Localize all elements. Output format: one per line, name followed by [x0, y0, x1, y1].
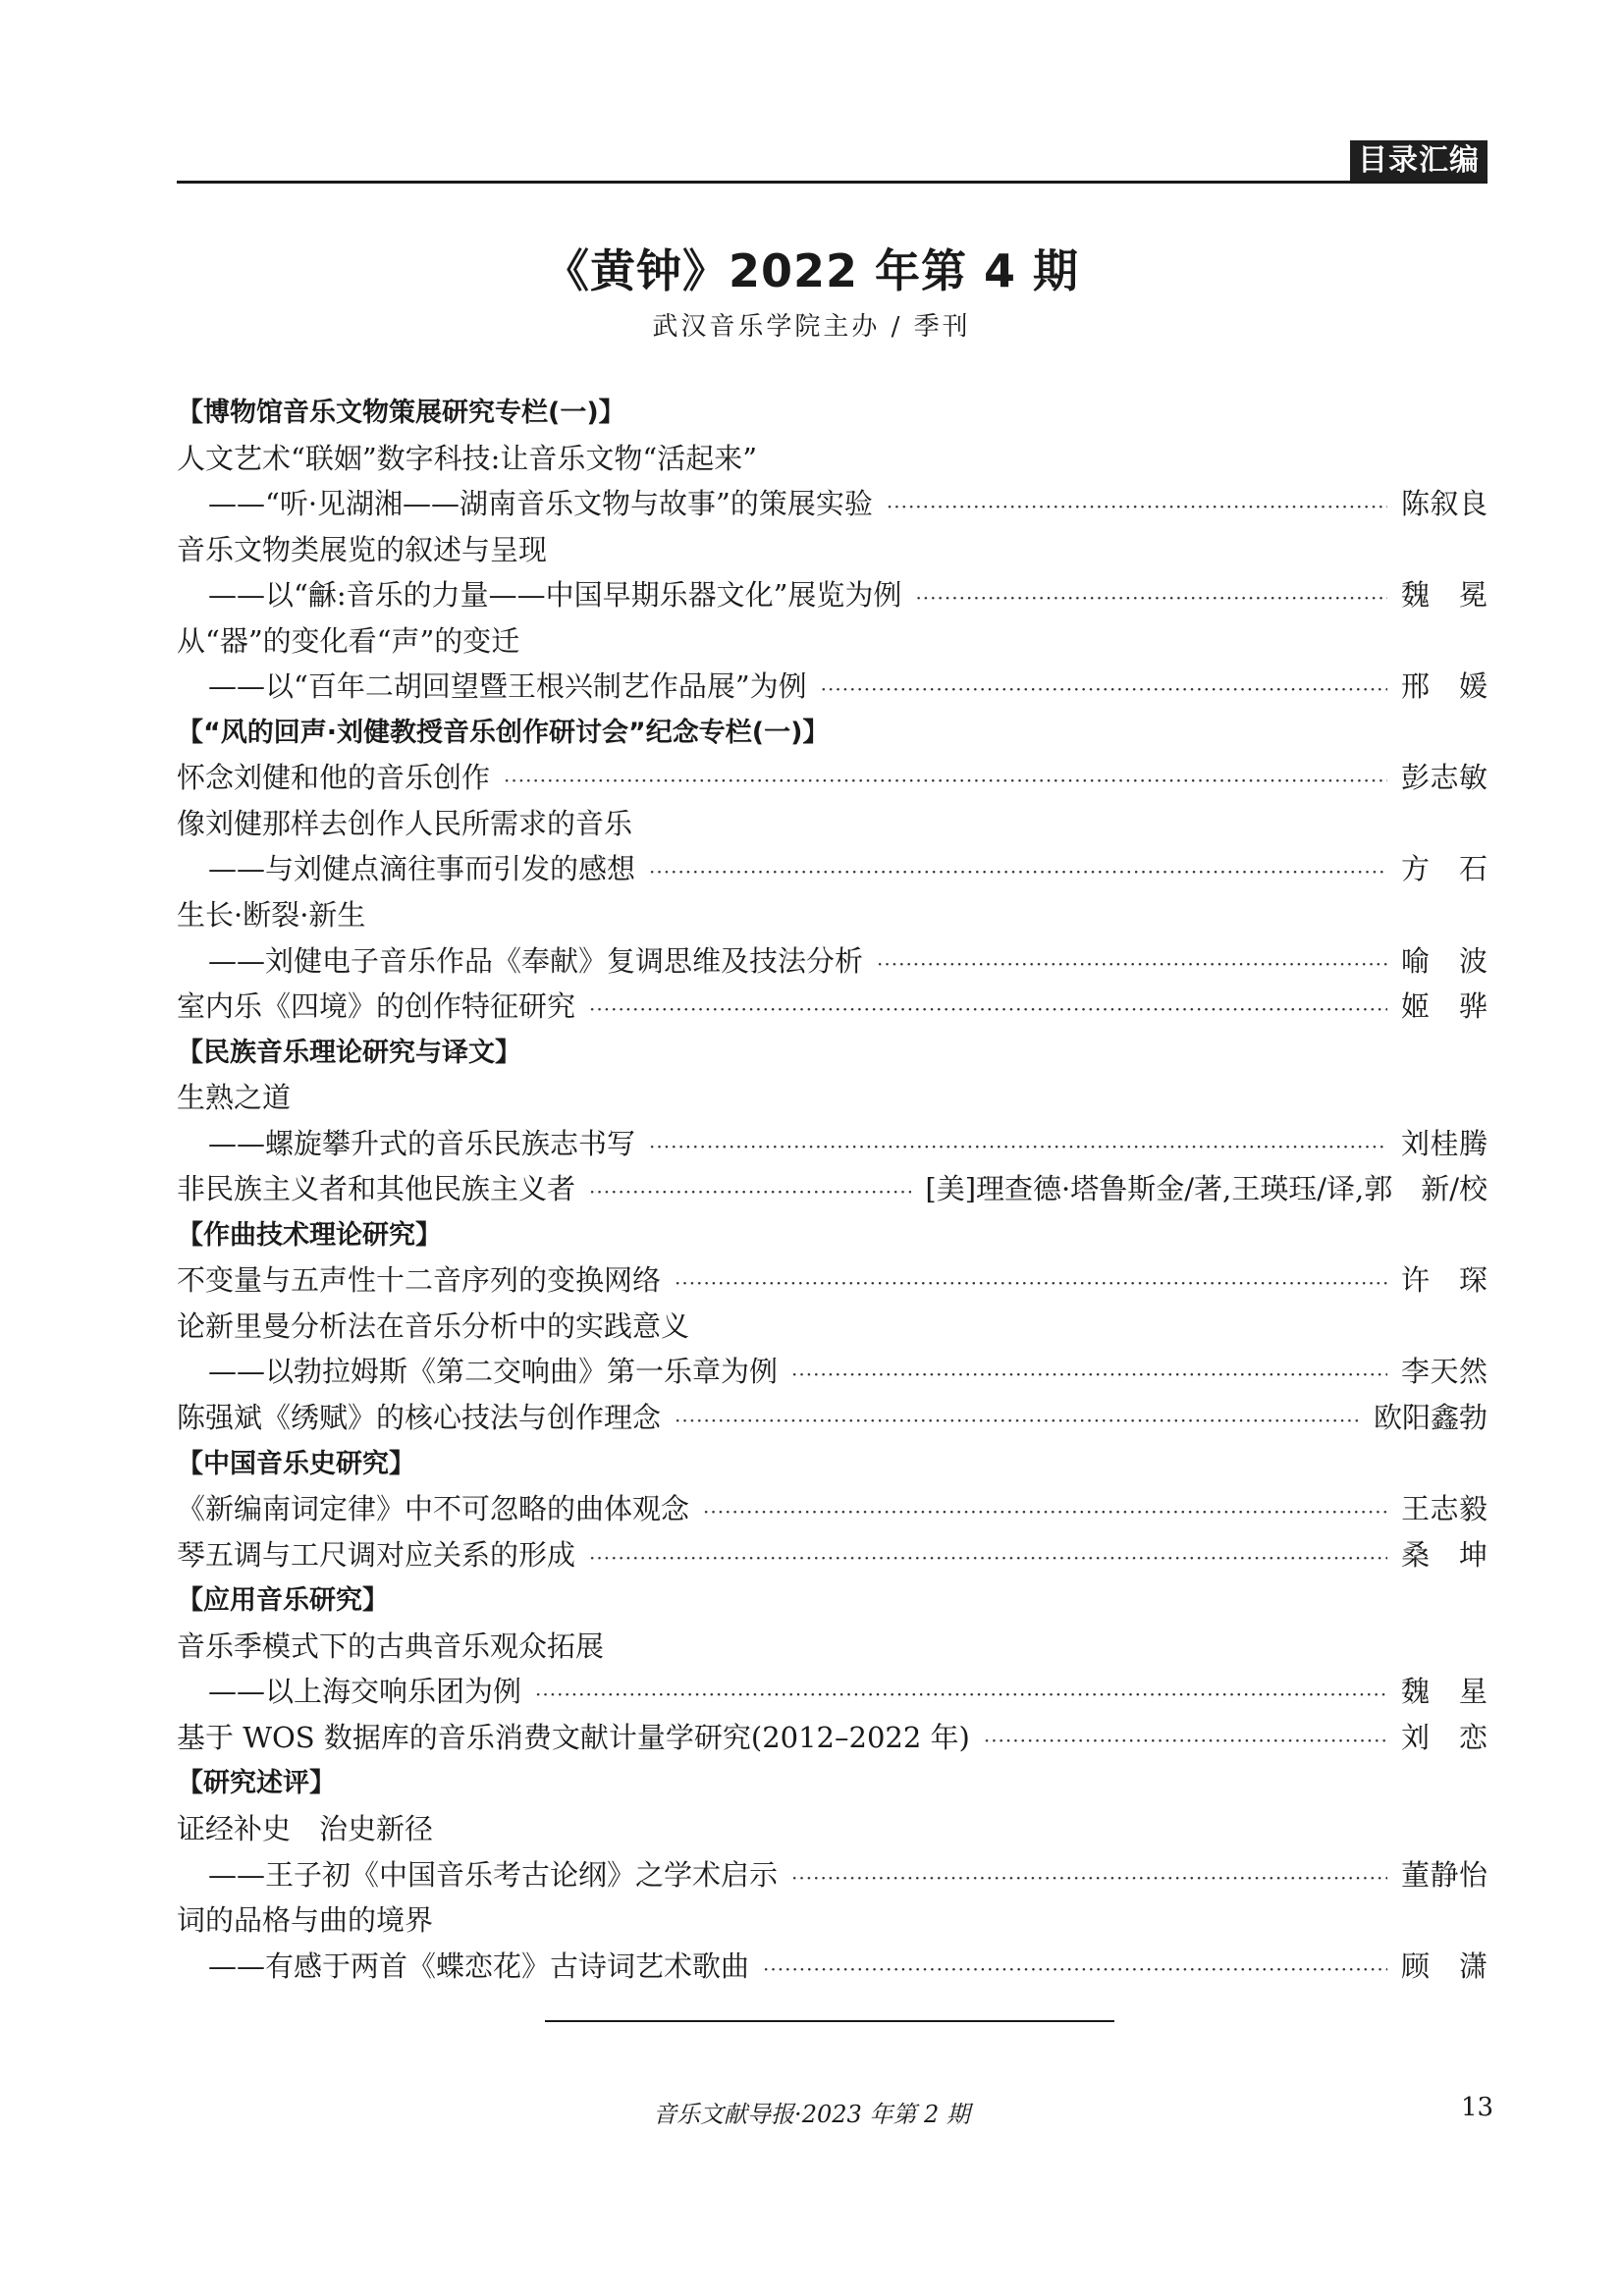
- dot-leader: [589, 1546, 1387, 1570]
- toc-author: 刘桂腾: [1401, 1126, 1488, 1160]
- toc-text: 非民族主义者和其他民族主义者: [177, 1172, 576, 1206]
- toc-author: 许 琛: [1401, 1263, 1488, 1298]
- toc-title-line: [177, 1898, 1488, 1945]
- toc-subtitle-line: [177, 939, 1488, 986]
- toc-text: 怀念刘健和他的音乐创作: [177, 761, 491, 795]
- dot-leader: [915, 586, 1387, 610]
- toc-title-line: [177, 756, 1488, 802]
- dot-leader: [675, 1271, 1387, 1295]
- toc-text: 室内乐《四境》的创作特征研究: [177, 989, 576, 1024]
- toc-title-line: [177, 528, 1488, 574]
- toc-text: 从“器”的变化看“声”的变迁: [177, 623, 520, 658]
- toc-text: 【民族音乐理论研究与译文】: [177, 1037, 521, 1068]
- toc-title-line: [177, 1807, 1488, 1853]
- toc-author: 姬 骅: [1401, 989, 1488, 1024]
- toc-text: 人文艺术“联姻”数字科技:让音乐文物“活起来”: [177, 441, 758, 475]
- toc-author: 董静怡: [1401, 1857, 1488, 1892]
- toc-author: 彭志敏: [1401, 761, 1488, 795]
- toc-title-line: [177, 985, 1488, 1031]
- toc-title-line: [177, 802, 1488, 848]
- toc-author: 魏 冕: [1401, 578, 1488, 613]
- dot-leader: [535, 1682, 1387, 1706]
- dot-leader: [763, 1957, 1387, 1981]
- toc-title-line: [177, 1258, 1488, 1305]
- toc-text: ——以上海交响乐团为例: [208, 1675, 522, 1709]
- toc-title-line: [177, 1625, 1488, 1671]
- toc-text: ——王子初《中国音乐考古论纲》之学术启示: [208, 1857, 779, 1892]
- toc-author: 李天然: [1401, 1355, 1488, 1389]
- toc-author: 喻 波: [1401, 943, 1488, 978]
- dot-leader: [877, 952, 1387, 976]
- toc-text: 音乐文物类展览的叙述与呈现: [177, 532, 548, 566]
- toc-text: 陈强斌《绣赋》的核心技法与创作理念: [177, 1401, 662, 1435]
- toc-author: 欧阳鑫勃: [1373, 1401, 1488, 1435]
- toc-title-line: [177, 1487, 1488, 1533]
- dot-leader: [504, 769, 1387, 792]
- toc-author: 刘 恋: [1401, 1720, 1488, 1754]
- toc-subtitle-line: [177, 1945, 1488, 1991]
- toc-text: 生熟之道: [177, 1081, 292, 1115]
- toc-text: ——有感于两首《蝶恋花》古诗词艺术歌曲: [208, 1949, 750, 1983]
- toc-section-heading: [177, 1213, 1488, 1259]
- toc-title-line: [177, 1305, 1488, 1351]
- toc-author: 魏 星: [1401, 1675, 1488, 1709]
- dot-leader: [703, 1500, 1387, 1523]
- toc-text: 证经补史 治史新径: [177, 1811, 434, 1845]
- toc-text: 词的品格与曲的境界: [177, 1903, 434, 1938]
- toc-section-heading: [177, 1761, 1488, 1807]
- toc-text: 【博物馆音乐文物策展研究专栏(一)】: [177, 398, 625, 428]
- toc-subtitle-line: [177, 1122, 1488, 1168]
- page-subtitle: 武汉音乐学院主办 / 季刊: [652, 312, 971, 342]
- toc-text: ——“听·见湖湘——湖南音乐文物与故事”的策展实验: [208, 487, 873, 521]
- toc-subtitle-line: [177, 847, 1488, 893]
- toc-section-heading: [177, 1031, 1488, 1077]
- toc-subtitle-line: [177, 573, 1488, 619]
- toc-text: 音乐季模式下的古典音乐观众拓展: [177, 1629, 605, 1663]
- toc-title-line: [177, 437, 1488, 483]
- toc-title-line: [177, 1076, 1488, 1122]
- toc-title-line: [177, 893, 1488, 939]
- toc-title-line: [177, 1167, 1488, 1213]
- toc-text: ——以勃拉姆斯《第二交响曲》第一乐章为例: [208, 1355, 779, 1389]
- toc-author: 陈叙良: [1401, 487, 1488, 521]
- dot-leader: [821, 677, 1387, 701]
- toc-section-heading: [177, 1442, 1488, 1488]
- toc-text: ——与刘健点滴往事而引发的感想: [208, 852, 636, 886]
- header-rule: [177, 181, 1488, 184]
- footer-journal: 音乐文献导报·2023 年第 2 期: [653, 2101, 970, 2128]
- toc-text: ——以“百年二胡回望暨王根兴制艺作品展”为例: [208, 669, 807, 704]
- toc-author: [美]理查德·塔鲁斯金/著,王瑛珏/译,郭 新/校: [925, 1172, 1488, 1206]
- section-badge: 目录汇编: [1350, 140, 1488, 182]
- toc-text: 论新里曼分析法在音乐分析中的实践意义: [177, 1308, 690, 1343]
- toc-text: ——以“龢:音乐的力量——中国早期乐器文化”展览为例: [208, 578, 902, 613]
- footer-rule: [545, 2020, 1114, 2022]
- toc-section-heading: [177, 391, 1488, 437]
- toc-text: 【“风的回声·刘健教授音乐创作研讨会”纪念专栏(一)】: [177, 717, 830, 748]
- dot-leader: [589, 997, 1387, 1021]
- toc-text: 【作曲技术理论研究】: [177, 1219, 442, 1251]
- toc-section-heading: [177, 1578, 1488, 1625]
- dot-leader: [984, 1729, 1387, 1752]
- toc-title-line: [177, 619, 1488, 666]
- toc-subtitle-line: [177, 482, 1488, 528]
- toc-text: 不变量与五声性十二音序列的变换网络: [177, 1263, 662, 1298]
- toc-section-heading: [177, 711, 1488, 757]
- dot-leader: [791, 1362, 1387, 1386]
- toc-text: ——螺旋攀升式的音乐民族志书写: [208, 1126, 636, 1160]
- toc-text: 【中国音乐史研究】: [177, 1448, 415, 1479]
- toc-title-line: [177, 1396, 1488, 1442]
- dot-leader: [791, 1866, 1387, 1890]
- toc-text: ——刘健电子音乐作品《奉献》复调思维及技法分析: [208, 943, 864, 978]
- toc-text: 生长·断裂·新生: [177, 898, 366, 933]
- table-of-contents: [177, 391, 1488, 1990]
- dot-leader: [649, 860, 1387, 883]
- toc-subtitle-line: [177, 1853, 1488, 1899]
- toc-author: 王志毅: [1401, 1492, 1488, 1526]
- toc-text: 基于 WOS 数据库的音乐消费文献计量学研究(2012–2022 年): [177, 1720, 970, 1754]
- toc-title-line: [177, 1533, 1488, 1579]
- toc-text: 像刘健那样去创作人民所需求的音乐: [177, 806, 633, 840]
- toc-author: 邢 媛: [1401, 669, 1488, 704]
- toc-subtitle-line: [177, 665, 1488, 711]
- dot-leader: [649, 1135, 1387, 1158]
- dot-leader: [589, 1180, 911, 1203]
- toc-author: 桑 坤: [1401, 1537, 1488, 1572]
- toc-subtitle-line: [177, 1670, 1488, 1716]
- toc-text: 琴五调与工尺调对应关系的形成: [177, 1537, 576, 1572]
- toc-author: 方 石: [1401, 852, 1488, 886]
- toc-author: 顾 潇: [1401, 1949, 1488, 1983]
- toc-title-line: [177, 1716, 1488, 1762]
- dot-leader: [675, 1409, 1360, 1432]
- toc-text: 《新编南词定律》中不可忽略的曲体观念: [177, 1492, 690, 1526]
- toc-text: 【应用音乐研究】: [177, 1585, 389, 1617]
- toc-subtitle-line: [177, 1350, 1488, 1396]
- page-title: 《黄钟》2022 年第 4 期: [543, 244, 1080, 297]
- dot-leader: [887, 495, 1387, 518]
- page-number: 13: [1461, 2093, 1494, 2122]
- toc-text: 【研究述评】: [177, 1768, 336, 1799]
